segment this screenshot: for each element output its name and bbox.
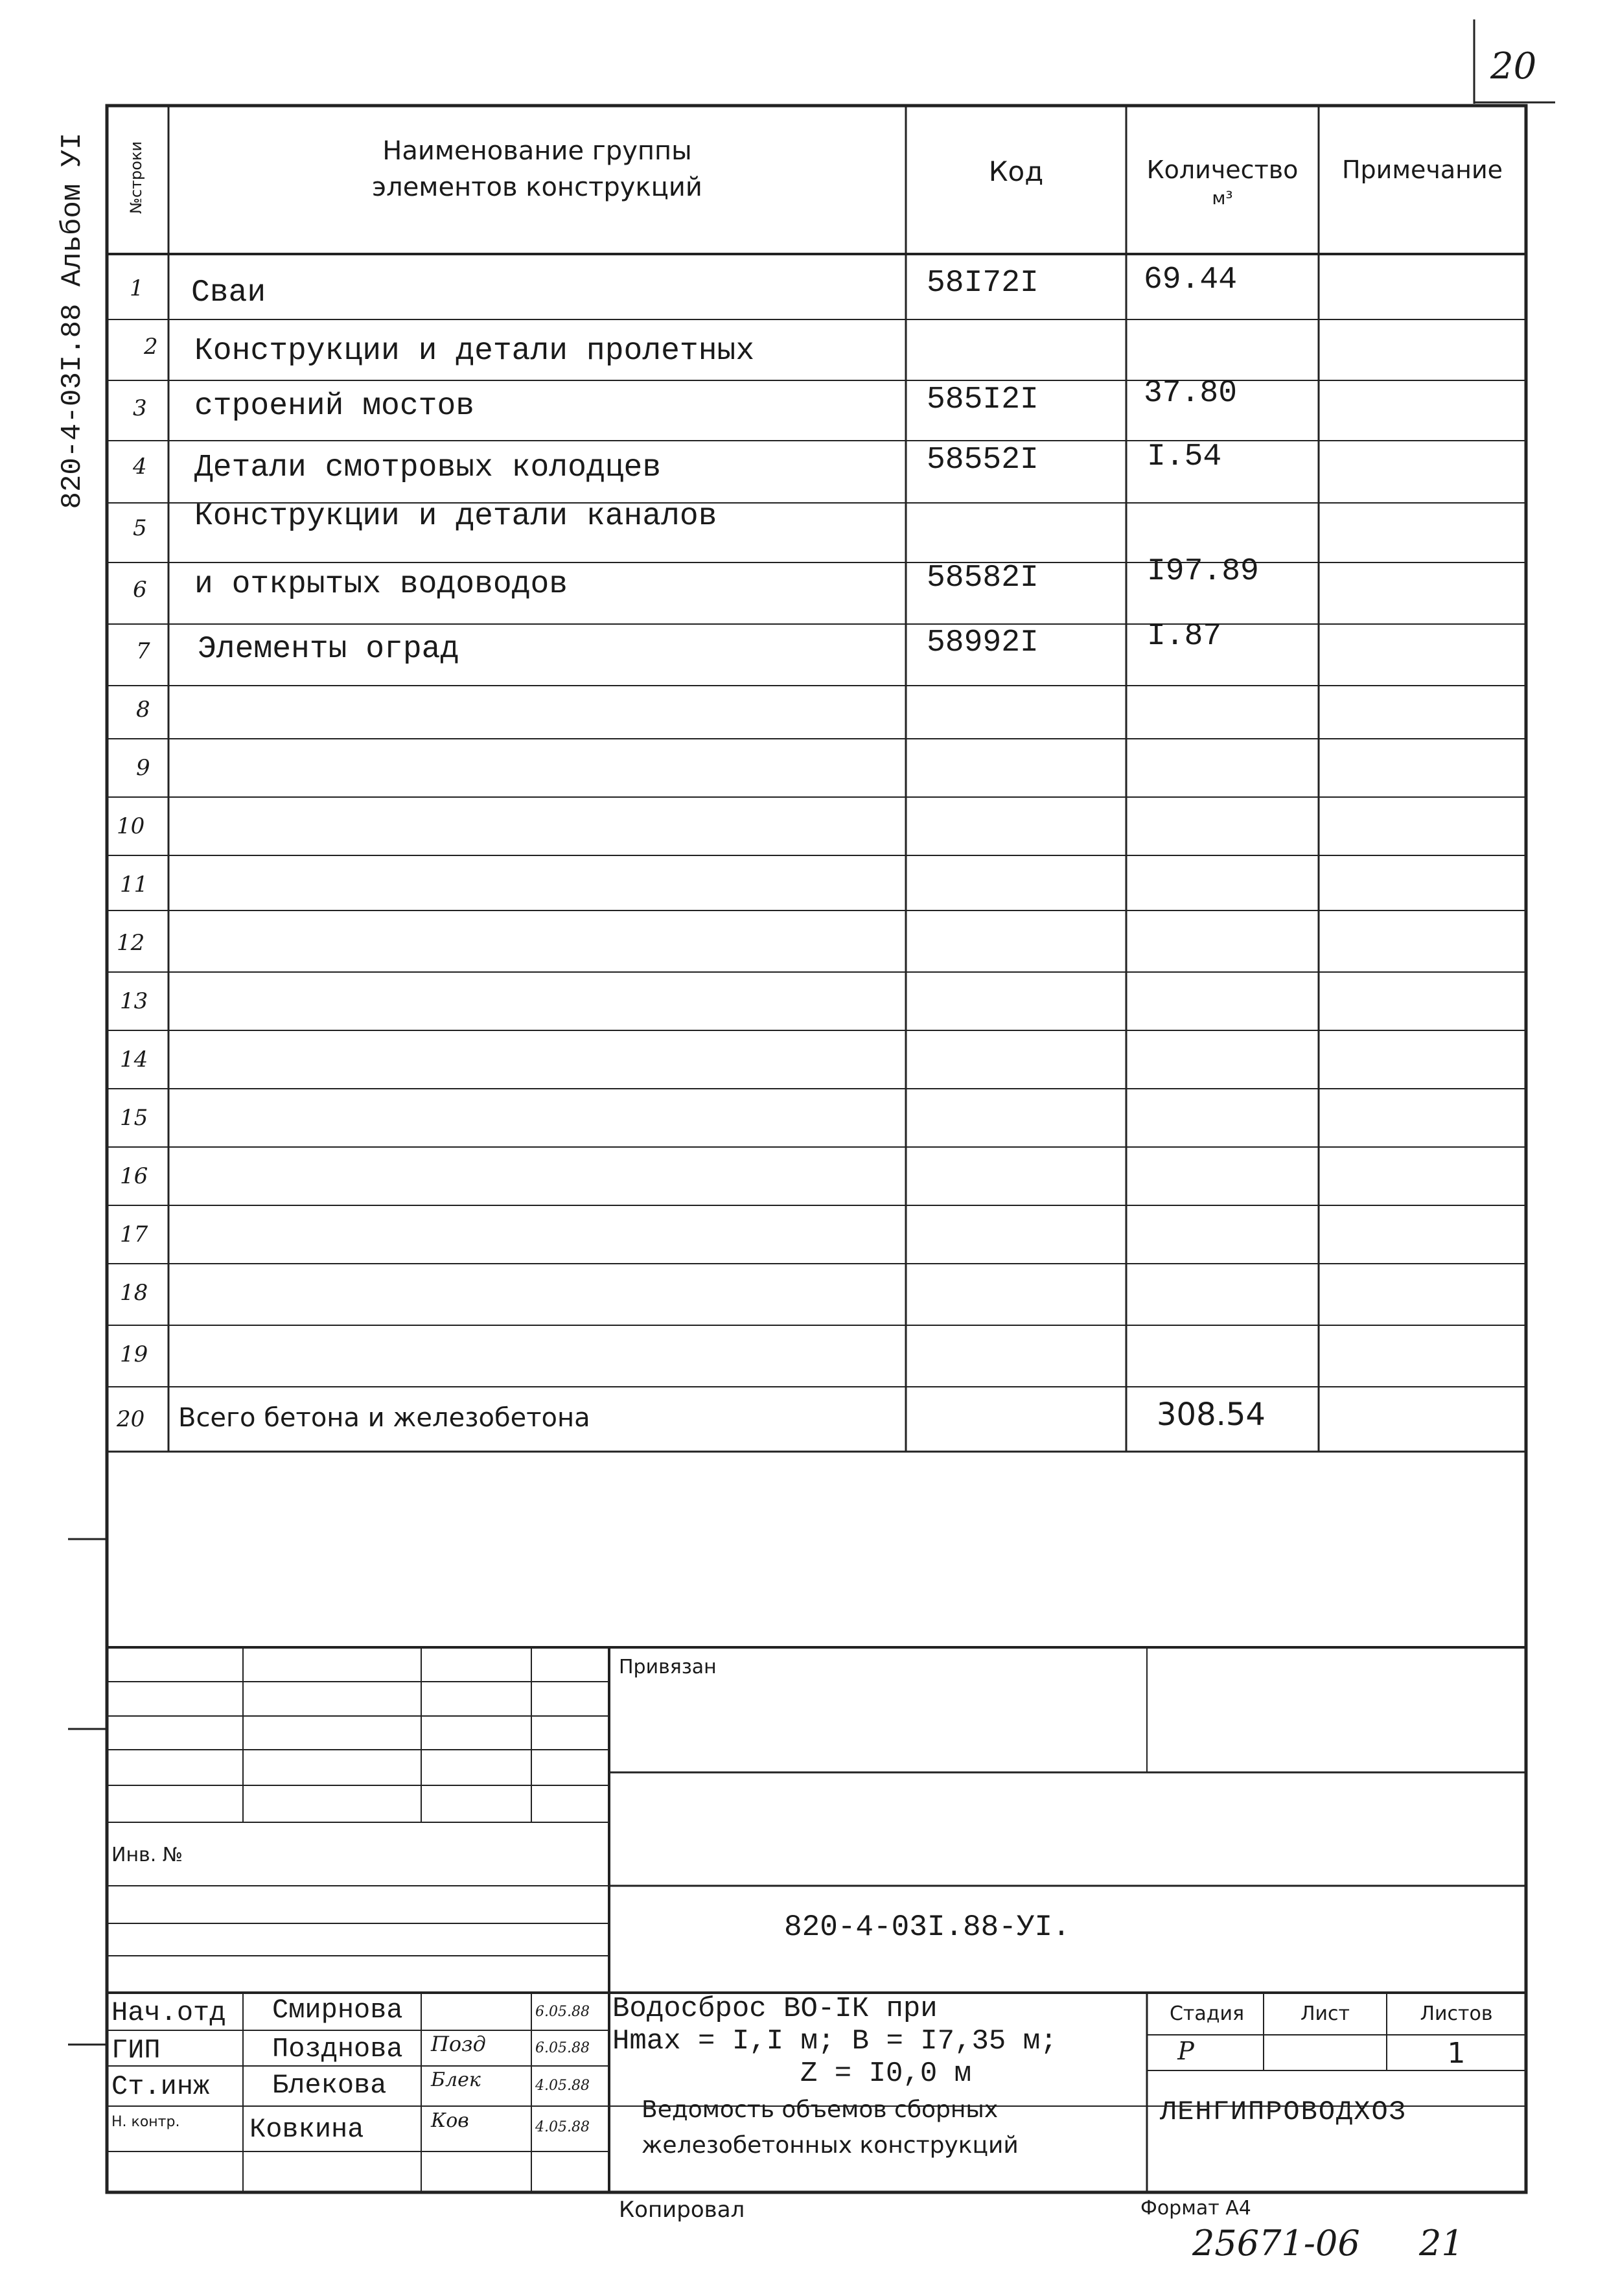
role-st-inzh: Ст.инж: [111, 2071, 210, 2102]
header-note: Примечание: [1341, 156, 1503, 184]
document-code: 820-4-03I.88-УI.: [784, 1910, 1070, 1944]
name-pozdnova: Позднова: [272, 2034, 403, 2065]
object-title-line1: Водосброс ВО-IК при: [612, 1993, 938, 2025]
row-name: и открытых водоводов: [194, 567, 568, 602]
signature-blekova: Блек: [431, 2069, 481, 2091]
row-number: 20: [117, 1406, 145, 1432]
sheet-subtitle-line1: Ведомость объемов сборных: [642, 2096, 999, 2123]
row-code: 58I72I: [927, 266, 1039, 301]
row-qty: I.87: [1147, 619, 1222, 654]
archive-sheet-number: 21: [1419, 2223, 1464, 2264]
object-title-line3: Z = I0,0 м: [800, 2058, 972, 2090]
header-qty-unit: м³: [1212, 187, 1233, 209]
row-name: Конструкции и детали пролетных: [194, 334, 755, 369]
stage-header: Стадия: [1169, 2002, 1245, 2025]
stage-value: Р: [1177, 2037, 1194, 2065]
date-pozdnova: 6.05.88: [535, 2040, 590, 2056]
privyazan-label: Привязан: [619, 1656, 717, 1678]
row-number: 6: [133, 577, 147, 603]
row-number: 19: [120, 1341, 148, 1367]
row-number: 10: [117, 813, 145, 839]
row-number: 8: [136, 697, 150, 723]
object-title-line2: Hmax = I,I м; B = I7,35 м;: [612, 2025, 1058, 2058]
row-qty: I.54: [1147, 439, 1222, 474]
format-label: Формат А4: [1140, 2197, 1251, 2220]
signature-kovkina: Ков: [431, 2109, 469, 2132]
inv-no-label: Инв. №: [111, 1844, 183, 1866]
sheets-header: Листов: [1420, 2002, 1493, 2025]
row-number: 5: [133, 515, 147, 541]
album-side-label: 820-4-03I.88 Альбом УI: [56, 132, 89, 509]
row-number: 9: [136, 755, 150, 781]
row-number: 2: [144, 334, 158, 360]
archive-number: 25671-06: [1192, 2223, 1360, 2264]
sheet-header: Лист: [1300, 2002, 1350, 2025]
row-number: 1: [130, 275, 144, 301]
row-number: 15: [120, 1105, 148, 1131]
header-name-line1: Наименование группы: [382, 136, 692, 166]
row-name: Детали смотровых колодцев: [194, 450, 662, 485]
row-qty: 37.80: [1144, 376, 1238, 411]
row-name: Элементы оград: [198, 632, 459, 667]
signature-pozdnova: Позд: [431, 2032, 486, 2056]
total-label: Всего бетона и железобетона: [178, 1403, 590, 1433]
name-blekova: Блекова: [272, 2070, 387, 2101]
date-kovkina: 4.05.88: [535, 2119, 590, 2135]
row-qty: I97.89: [1147, 554, 1259, 589]
row-number: 13: [120, 988, 148, 1014]
row-name: Конструкции и детали каналов: [194, 499, 717, 534]
sheets-value: 1: [1447, 2037, 1466, 2070]
name-smirnova: Смирнова: [272, 1995, 403, 2026]
role-nach-otd: Нач.отд: [111, 1997, 226, 2028]
row-number: 14: [120, 1047, 148, 1073]
row-code: 58552I: [927, 443, 1039, 478]
row-number: 18: [120, 1280, 148, 1306]
header-row-no: №строки: [127, 141, 145, 215]
row-number: 11: [120, 872, 148, 898]
role-gip: ГИП: [111, 2035, 161, 2066]
organization-name: ЛЕНГИПРОВОДХОЗ: [1160, 2096, 1407, 2128]
header-code: Код: [988, 156, 1044, 187]
page-number: 20: [1490, 45, 1537, 87]
role-n-kontr: Н. контр.: [111, 2114, 180, 2130]
header-qty: [1126, 156, 1319, 213]
sheet-subtitle-line2: железобетонных конструкций: [642, 2132, 1019, 2159]
row-number: 3: [133, 395, 147, 421]
row-number: 12: [117, 930, 145, 956]
row-number: 4: [133, 454, 147, 480]
row-code: 58992I: [927, 625, 1039, 660]
row-code: 58582I: [927, 561, 1039, 596]
row-name: Сваи: [191, 275, 266, 310]
row-name: строений мостов: [194, 389, 475, 424]
name-kovkina: Ковкина: [249, 2114, 364, 2145]
date-blekova: 4.05.88: [535, 2078, 590, 2094]
header-qty-label: Количество: [1146, 156, 1299, 184]
total-qty: 308.54: [1157, 1397, 1266, 1433]
row-qty: 69.44: [1144, 262, 1238, 297]
date-smirnova: 6.05.88: [535, 2004, 590, 2020]
header-name: [168, 133, 906, 205]
header-name-line2: элементов конструкций: [372, 172, 702, 202]
row-number: 17: [120, 1222, 148, 1247]
row-number: 16: [120, 1163, 148, 1189]
row-number: 7: [136, 638, 150, 664]
row-code: 585I2I: [927, 382, 1039, 417]
copied-label: Копировал: [619, 2197, 745, 2223]
